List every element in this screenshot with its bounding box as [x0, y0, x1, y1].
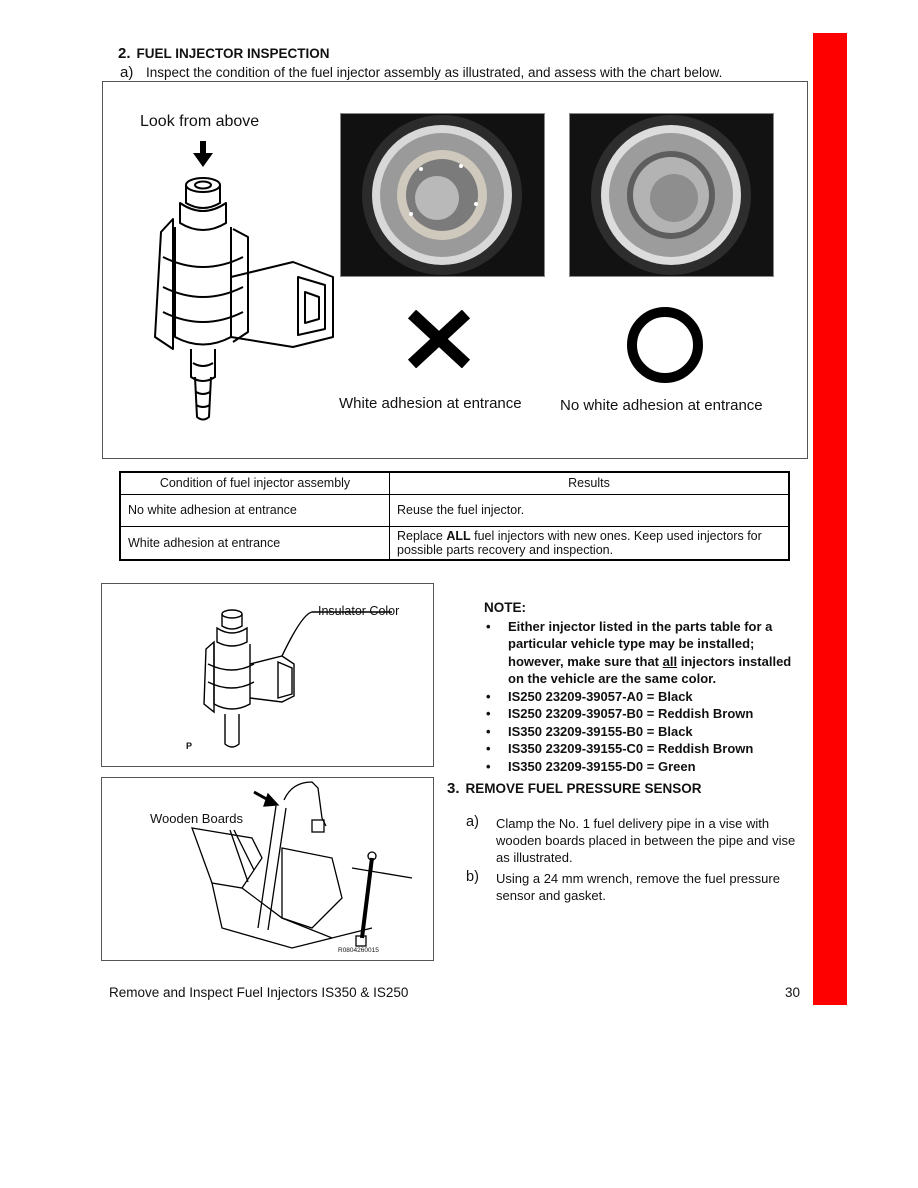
section-2-number: 2.	[118, 45, 131, 62]
note-block	[484, 599, 809, 775]
vise-illustration	[172, 778, 432, 958]
note-item: • IS250 23209-39057-B0 = Reddish Brown	[484, 705, 809, 723]
condition-cell: No white adhesion at entrance	[120, 494, 390, 526]
result-emphasis: ALL	[446, 528, 471, 543]
arrow-down-icon	[193, 141, 213, 167]
step-item	[458, 815, 808, 866]
no-white-adhesion-caption: No white adhesion at entrance	[560, 397, 763, 414]
side-color-bar	[813, 33, 847, 1005]
injector-photo-white-adhesion	[340, 113, 545, 277]
step-item	[458, 870, 808, 904]
result-text: Reuse the fuel injector.	[397, 503, 525, 517]
section-2-heading	[118, 45, 330, 62]
result-text: Replace	[397, 528, 447, 543]
header-results: Results	[390, 472, 790, 494]
insulator-color-figure	[101, 583, 434, 767]
step-text: Inspect the condition of the fuel injector assembly as illustrated, and assess with the chart below.	[146, 65, 723, 80]
result-cell	[390, 494, 790, 526]
note-item: • IS350 23209-39155-D0 = Green	[484, 758, 809, 776]
section-3-title: REMOVE FUEL PRESSURE SENSOR	[465, 781, 702, 796]
note-list	[484, 618, 809, 776]
condition-cell: White adhesion at entrance	[120, 526, 390, 560]
section-3-heading	[447, 780, 702, 797]
step-text: Using a 24 mm wrench, remove the fuel pressure sensor and gasket.	[496, 871, 780, 903]
fuel-injector-illustration	[133, 137, 358, 437]
injector-inspection-figure	[102, 81, 808, 459]
white-adhesion-caption: White adhesion at entrance	[339, 395, 522, 412]
step-letter: a)	[120, 64, 134, 81]
note-text-continued: injectors installed on the vehicle are the same color.	[508, 653, 792, 686]
table-row	[120, 526, 789, 560]
note-emphasis: all	[662, 653, 678, 669]
step-letter: b)	[466, 869, 479, 885]
table-row	[120, 494, 789, 526]
injector-photo-no-adhesion	[569, 113, 774, 277]
insulator-color-label: Insulator Color	[318, 604, 400, 618]
step-text: Clamp the No. 1 fuel delivery pipe in a vise with wooden boards placed in between the pipe and vise as illustrated.	[496, 816, 796, 865]
figure-code: R0804260015	[338, 947, 379, 954]
wooden-boards-label: Wooden Boards	[150, 811, 243, 826]
reject-x-icon	[406, 310, 472, 368]
result-text-continued: fuel injectors with new ones. Keep used injectors for possible parts recovery and inspection.	[397, 528, 762, 557]
note-title: NOTE:	[484, 600, 526, 615]
page-number: 30	[785, 985, 801, 1000]
note-item: • IS350 23209-39155-B0 = Black	[484, 723, 809, 741]
note-item	[484, 618, 809, 688]
footer-title: Remove and Inspect Fuel Injectors IS350 & IS250	[109, 985, 409, 1000]
injector-insulator-illustration	[192, 604, 392, 754]
note-item: • IS350 23209-39155-C0 = Reddish Brown	[484, 740, 809, 758]
section-2-step-a	[120, 64, 722, 81]
result-cell	[390, 526, 790, 560]
vise-clamp-figure	[101, 777, 434, 961]
table-header-row	[120, 472, 789, 494]
note-item: • IS250 23209-39057-A0 = Black	[484, 688, 809, 706]
header-condition: Condition of fuel injector assembly	[120, 472, 390, 494]
section-3-steps	[458, 815, 808, 908]
figure-corner-mark: P	[186, 741, 193, 751]
inspection-results-table	[119, 471, 790, 561]
accept-o-icon	[625, 305, 705, 385]
section-3-number: 3.	[447, 780, 460, 797]
look-from-above-label: Look from above	[140, 113, 260, 130]
step-letter: a)	[466, 814, 479, 830]
section-2-title: FUEL INJECTOR INSPECTION	[136, 46, 330, 61]
note-text: Either injector listed in the parts table for a particular vehicle type may be installed; however, make sure that	[508, 618, 773, 669]
